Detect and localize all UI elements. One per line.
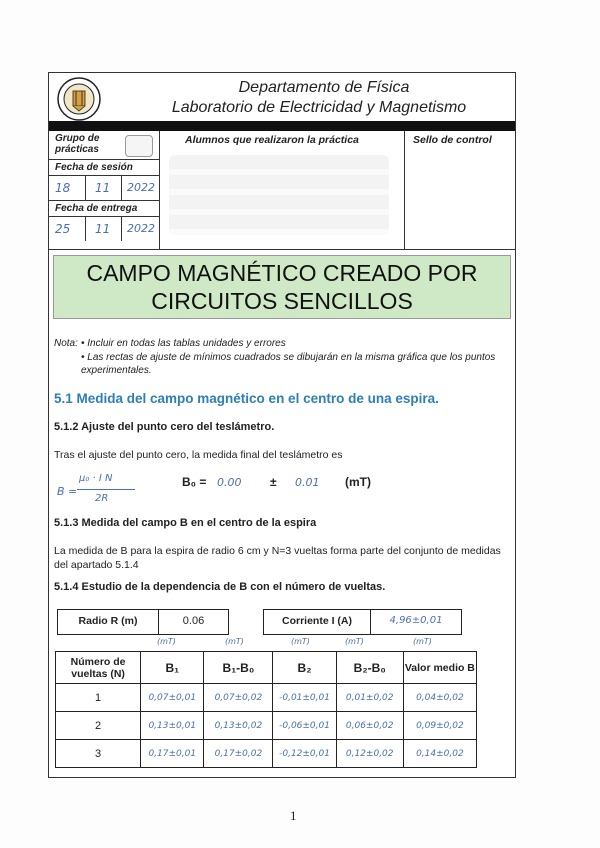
cell-turns: 2 [56, 712, 141, 740]
header-black-bar [49, 121, 515, 131]
unit-b2: (mT) [291, 637, 310, 646]
subsection-512-heading: 5.1.2 Ajuste del punto cero del teslámetro. [54, 421, 275, 433]
note-label: Nota: [54, 338, 78, 349]
delivery-label: Fecha de entrega [55, 203, 138, 214]
table-row [56, 712, 477, 740]
delivery-year: 2022 [127, 222, 155, 235]
cell-turns: 1 [56, 684, 141, 712]
lab-name: Laboratorio de Electricidad y Magnetismo [171, 99, 467, 116]
section-heading: 5.1 Medida del campo magnético en el centro de una espira. [54, 391, 439, 406]
note-item-1: • Incluir en todas las tablas unidades y errores [81, 338, 286, 349]
group-field[interactable] [125, 135, 153, 157]
cell-value: 0,14±0,02 [403, 740, 476, 768]
formula-numerator: μ₀ · I N [79, 473, 113, 484]
cell-value: 0,09±0,02 [403, 712, 476, 740]
delivery-date [49, 217, 159, 241]
col-header-mean: Valor medio B [403, 652, 476, 684]
formula-denominator: 2R [95, 493, 109, 504]
department-name: Departamento de Física [238, 79, 410, 96]
radius-value: 0.06 [182, 615, 205, 627]
radius-box [57, 609, 229, 635]
cell-value: 0,13±0,02 [204, 712, 273, 740]
students-label: Alumnos que realizaron la práctica [185, 134, 359, 146]
radius-label: Radio R (m) [78, 615, 138, 627]
title-line-1: CAMPO MAGNÉTICO CREADO POR [86, 260, 478, 286]
cell-value: 0,12±0,02 [336, 740, 403, 768]
table-row [56, 740, 477, 768]
delivery-month: 11 [95, 222, 111, 236]
unit-b1: (mT) [157, 637, 176, 646]
col-header-b1-b0: B₁-B₀ [204, 652, 273, 684]
cell-turns: 3 [56, 740, 141, 768]
data-table [55, 651, 477, 768]
delivery-day: 25 [55, 222, 71, 236]
students-redacted [169, 155, 389, 235]
b0-unit: (mT) [345, 475, 371, 489]
subsection-512-text: Tras el ajuste del punto cero, la medida final del teslámetro es [54, 449, 343, 461]
group-label: Grupo de prácticas [55, 133, 100, 155]
cell-value: 0,17±0,02 [204, 740, 273, 768]
cell-value: 0,17±0,01 [141, 740, 204, 768]
col-header-turns: Número de vueltas (N) [56, 652, 141, 684]
note-item-2: • Las rectas de ajuste de mínimos cuadrados se dibujarán en la misma gráfica que los puntos experimentales. [81, 352, 496, 376]
cell-value: -0,06±0,01 [273, 712, 336, 740]
session-day: 18 [55, 181, 71, 195]
unit-b1-b0: (mT) [225, 637, 244, 646]
cell-value: 0,01±0,02 [336, 684, 403, 712]
plus-minus: ± [270, 475, 277, 489]
info-grid [49, 131, 515, 249]
cell-value: 0,07±0,02 [204, 684, 273, 712]
b0-error: 0.01 [295, 476, 320, 489]
cell-value: 0,13±0,01 [141, 712, 204, 740]
session-year: 2022 [127, 181, 155, 194]
unit-mean: (mT) [413, 637, 432, 646]
col-header-b2: B₂ [273, 652, 336, 684]
university-seal-icon [57, 77, 101, 121]
formula-left: B = [57, 485, 78, 498]
col-header-b1: B₁ [141, 652, 204, 684]
subsection-514-heading: 5.1.4 Estudio de la dependencia de B con el número de vueltas. [54, 581, 386, 593]
title-band [53, 255, 511, 319]
current-box [263, 609, 462, 635]
subsection-513-heading: 5.1.3 Medida del campo B en el centro de la espira [54, 517, 317, 529]
table-row [56, 684, 477, 712]
cell-value: -0,01±0,01 [273, 684, 336, 712]
session-date [49, 176, 159, 200]
session-label: Fecha de sesión [55, 162, 133, 173]
cell-value: 0,07±0,01 [141, 684, 204, 712]
document-page [48, 72, 516, 778]
col-header-b2-b0: B₂-B₀ [336, 652, 403, 684]
b0-label: B₀ = [182, 475, 207, 489]
unit-b2-b0: (mT) [345, 637, 364, 646]
b0-value: 0.00 [217, 476, 242, 489]
session-month: 11 [95, 181, 111, 195]
current-value: 4,96±0,01 [389, 615, 443, 626]
current-label: Corriente I (A) [281, 615, 352, 627]
seal-label: Sello de control [413, 134, 492, 146]
subsection-513-text: La medida de B para la espira de radio 6 cm y N=3 vueltas forma parte del conjunto de medidas del apartado 5.1.4 [54, 545, 501, 571]
cell-value: 0,04±0,02 [403, 684, 476, 712]
cell-value: 0,06±0,02 [336, 712, 403, 740]
page-number: 1 [290, 808, 297, 823]
title-line-2: CIRCUITOS SENCILLOS [151, 288, 413, 314]
cell-value: -0,12±0,01 [273, 740, 336, 768]
formula [57, 473, 147, 513]
